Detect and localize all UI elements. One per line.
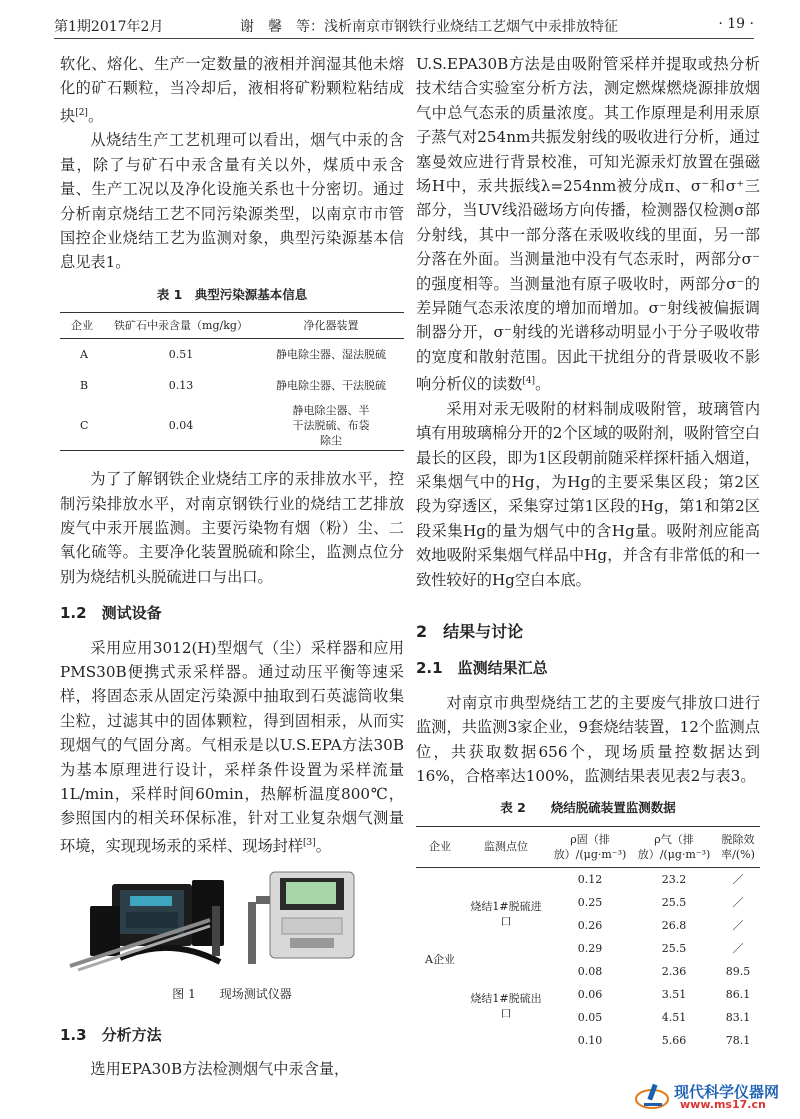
table1-caption: 表 1 典型污染源基本信息 [156,286,308,302]
table-row: 0.26 26.8 ／ [577,918,744,932]
table-header-row: 企业 监测点位 ρ固（排放）/(μg·m⁻³) ρ气（排放）/(μg·m⁻³) 脱除效率/(%) [416,826,760,867]
microscope-logo-icon [634,1081,674,1111]
section-heading: 1.2 测试设备 [60,604,162,623]
section-heading: 1.3 分析方法 [60,1025,162,1044]
left-column [60,52,404,1082]
table-row: 烧结1#脱硫出口 0.08 2.36 89.5 [416,960,760,983]
table2-caption: 表 2 烧结脱硫装置监测数据 [500,800,676,816]
paragraph: 软化、熔化、生产一定数量的液相并润湿其他未熔化的矿石颗粒，当冷却后，液相将矿粉颗粒粘结成块[2]。 [60,55,404,125]
subsection-heading: 2.1 监测结果汇总 [416,659,548,678]
article-title: 谢 馨 等：浅析南京市钢铁行业烧结工艺烟气中汞排放特征 [240,19,618,35]
table-row: A企业 烧结1#脱硫进口 0.12 23.2 ／ [416,867,760,891]
section-heading: 2 结果与讨论 [416,622,524,641]
right-column [416,52,760,1052]
table-row: 0.10 5.66 78.1 [577,1033,751,1047]
paragraph: 选用EPA30B方法检测烟气中汞含量， [90,1060,350,1079]
site-cell: 烧结1#脱硫进口 [470,899,542,928]
table-row: B 0.13 静电除尘器、干法脱硫 [80,379,386,393]
table-row: C 0.04 静电除尘器、半干法脱硫、布袋除尘 [60,401,404,451]
watermark-name: 现代科学仪器网 [674,1083,780,1101]
table-row: 0.29 25.5 ／ [577,941,744,955]
paragraph: 从烧结生产工艺机理可以看出，烟气中汞的含量，除了与矿石中汞含量有关以外，煤质中汞含量、生产工况以及净化设施关系也十分密切。通过分析南京烧结工艺不同污染源类型，以南京市市管国控企业烧结工艺为监测对象，典型污染源基本信息见表1。 [60,131,404,272]
table-row: A 0.51 静电除尘器、湿法脱硫 [80,348,386,362]
paragraph: 为了了解钢铁企业烧结工序的汞排放水平，控制污染排放水平，对南京钢铁行业的烧结工艺排放废气中汞开展监测。主要污染物有烟（粉）尘、二氧化硫等。主要净化装置脱硫和除尘，监测点位分别为烧结机头脱硫进口与出口。 [60,470,404,586]
figure-instruments [60,866,404,974]
citation: [2] [75,107,88,118]
journal-issue: 第1期2017年2月 [54,19,164,35]
instrument-photo [60,866,404,974]
watermark-url: www.ms17.cn [680,1098,766,1111]
figure-caption: 图 1 现场测试仪器 [172,987,292,1002]
site-watermark [634,1081,794,1111]
page-number: · 19 · [718,16,754,32]
paragraph: 采用应用3012(H)型烟气（尘）采样器和应用PMS30B便携式汞采样器。通过动压平衡等速采样，将固态汞从固定污染源中抽取到石英滤筒收集尘粒，过滤其中的固体颗粒，得到固相汞，从而实现烟气的气固分离。气相汞是以U.S.EPA方法30B为基本原理进行设计，采样条件设置为采样流量1L/min，采样时间60min，热解析温度800℃，参照国内的相关环保标准，针对工业复杂烟气测量环境，实现现场汞的采样、现场封样[3]。 [60,638,404,855]
citation: [4] [522,376,536,387]
table-header-row: 企业 铁矿石中汞含量（mg/kg） 净化器装置 [60,313,404,339]
company-cell: A企业 [425,953,455,967]
table-row: 0.06 3.51 86.1 [577,987,751,1001]
table2 [416,826,760,1052]
table-row: 0.25 25.5 ／ [577,895,744,909]
site-cell: 烧结1#脱硫出口 [470,991,542,1020]
table1 [60,312,404,451]
table-row: 0.05 4.51 83.1 [577,1010,751,1024]
citation: [3] [303,837,316,848]
paragraph: 对南京市典型烧结工艺的主要废气排放口进行监测，共监测3家企业，9套烧结装置，12个监测点位，共获取数据656个，现场质量控数据达到16%，合格率达100%，监测结果表见表2与表3。 [416,693,760,786]
paragraph: U.S.EPA30B方法是由吸附管采样并提取或热分析技术结合实验室分析方法，测定燃煤燃烧源排放烟气中总气态汞的质量浓度。其工作原理是利用汞原子蒸气对254nm共振发射线的吸收进行分析，通过塞曼效应进行背景校准，可知光源汞灯放置在强磁场H中，汞共振线λ=254nm被分成π、σ⁻和σ⁺三部分，当UV线沿磁场方向传播，检测器仅检测σ部分射线，其中一部分落在汞吸收线的里面，另一部分落在外面。当测量池中没有气态汞时，两部分σ⁻的强度相等。当测量池有原子吸收时，两部分σ⁻的差异随气态汞浓度的增加而增加。σ⁻射线被偏振调制器分开，σ⁻射线的光谱移动明显小于分子吸收带的宽度和散射范围。因此干扰组分的背景吸收不影响分析仪的读数[4]。 [416,55,760,394]
paragraph: 采用对汞无吸附的材料制成吸附管，玻璃管内填有用玻璃棉分开的2个区域的吸附剂，吸附管空白最长的区段，即为1区段朝前随采样探杆插入烟道，采集烟气中的Hg，为Hg的主要采集区段；第2区段为穿透区，采集穿过第1区段的Hg，第1和第2区段采集Hg的量为烟气中的含Hg量。吸附剂应能高效地吸附采集烟气样品中Hg，并含有非常低的和一致性较好的Hg空白本底。 [416,399,760,589]
running-header [54,6,754,39]
